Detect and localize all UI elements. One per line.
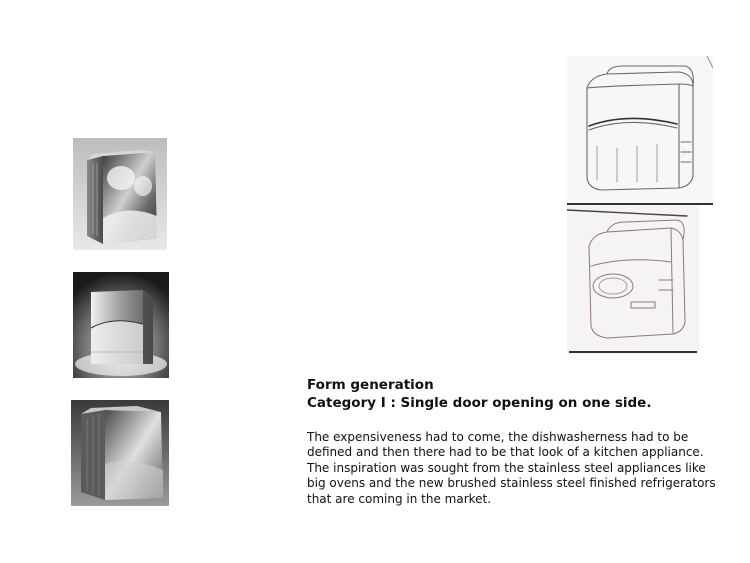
sketch-2-graphic — [567, 206, 699, 354]
render-image-1 — [73, 138, 167, 250]
pencil-sketch-1 — [567, 56, 713, 206]
description-paragraph: The expensiveness had to come, the dishwasherness had to be defined and then there had to be that look of a kitchen appliance. The inspiration was sought from the stainless steel appliances like big ovens and the new brushed stainless steel finished refrigerators that are coming in the market. — [307, 430, 716, 506]
render-3-graphic — [71, 400, 169, 506]
render-1-graphic — [73, 138, 167, 250]
render-image-3 — [71, 400, 169, 506]
render-2-graphic — [73, 272, 169, 378]
section-title: Form generation — [307, 377, 434, 393]
section-subtitle: Category I : Single door opening on one side. — [307, 395, 652, 411]
pencil-sketch-2 — [567, 206, 699, 354]
render-image-2 — [73, 272, 169, 378]
sketch-1-graphic — [567, 56, 713, 206]
